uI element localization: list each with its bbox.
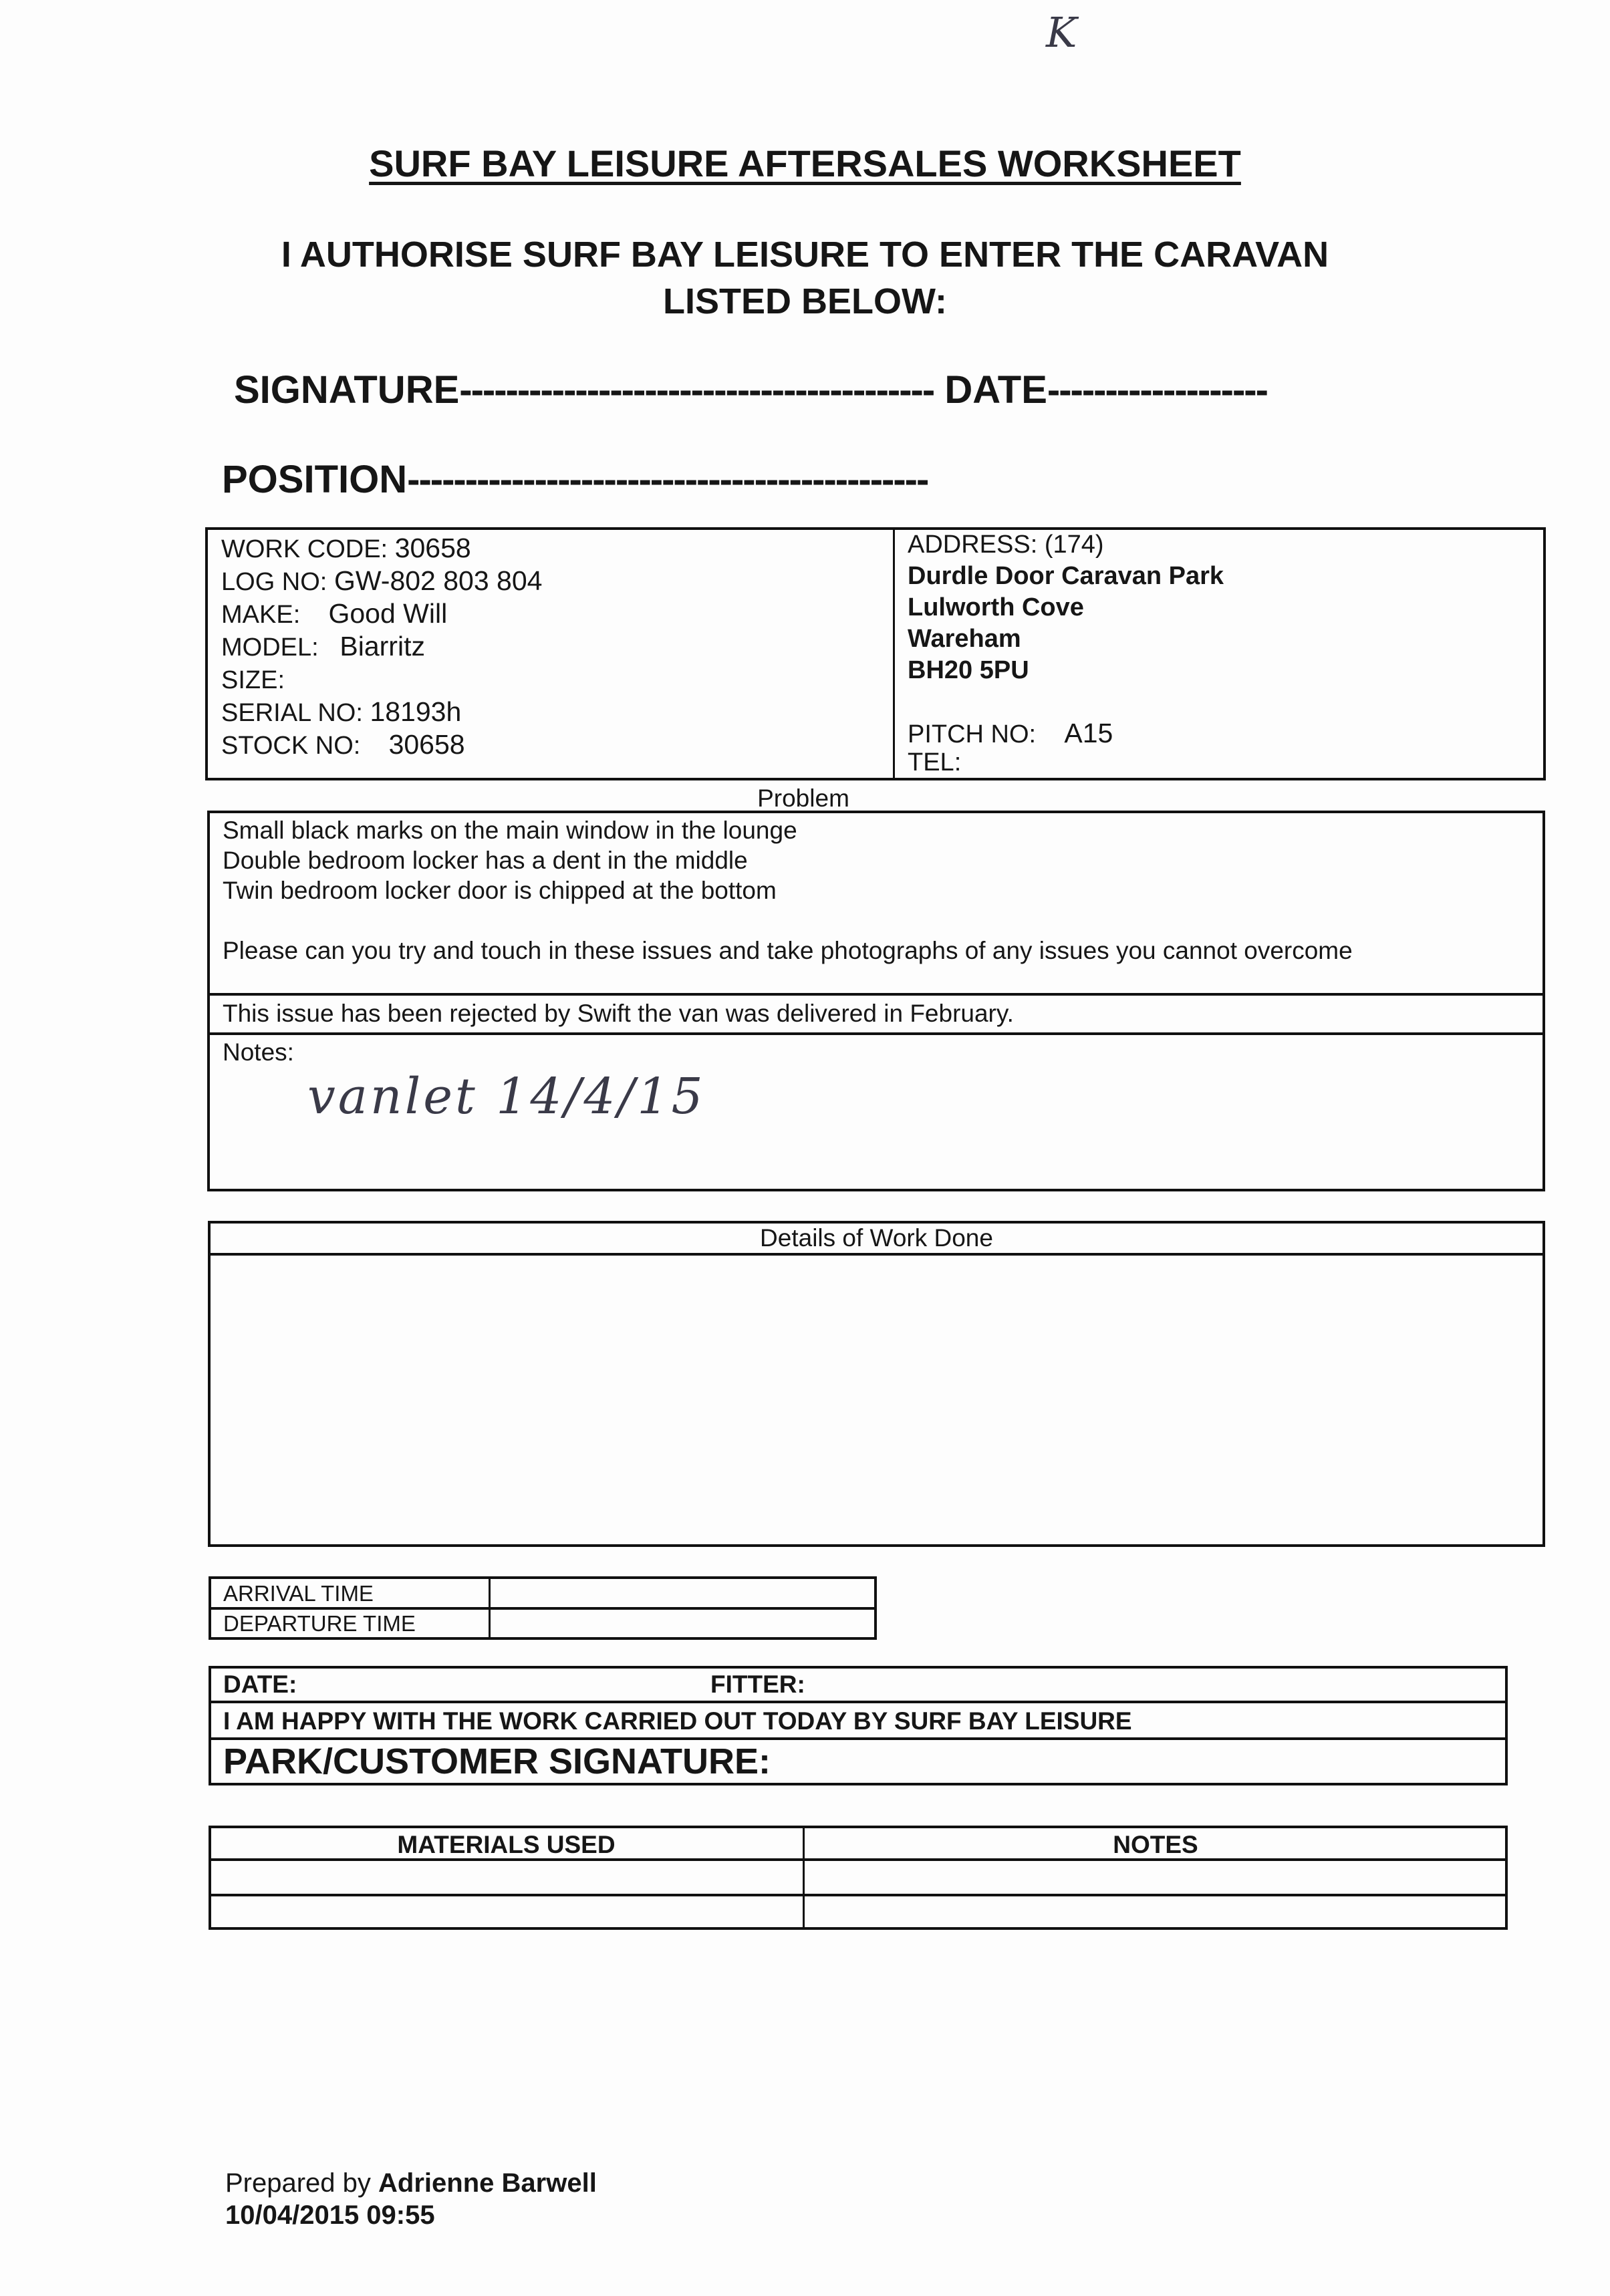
notes-label: Notes:	[223, 1038, 294, 1066]
position-line[interactable]	[222, 457, 928, 502]
caravan-details	[221, 533, 542, 762]
rejection-divider	[209, 1032, 1544, 1035]
signature-label: SIGNATURE	[234, 368, 460, 412]
work-done-divider	[209, 1253, 1544, 1256]
address-line: Lulworth Cove	[908, 593, 1084, 621]
work-done-heading: Details of Work Done	[760, 1224, 993, 1252]
times-col-divider	[489, 1578, 491, 1638]
materials-cell[interactable]	[214, 1898, 799, 1926]
stock-no-value: 30658	[388, 729, 465, 760]
make-value: Good Will	[328, 598, 448, 629]
signoff-divider-2	[210, 1737, 1506, 1740]
serial-no-field: SERIAL NO: 18193h	[221, 696, 462, 727]
arrival-time-label: ARRIVAL TIME	[223, 1581, 374, 1606]
prepared-by	[225, 2167, 597, 2199]
authorisation-statement	[0, 231, 1610, 325]
materials-notes-header: NOTES	[1113, 1831, 1198, 1858]
log-no-field: LOG NO: GW-802 803 804	[221, 565, 543, 596]
prepared-timestamp: 10/04/2015 09:55	[225, 2200, 435, 2230]
authorisation-line-1: I AUTHORISE SURF BAY LEISURE TO ENTER THE CARAVAN	[281, 235, 1329, 275]
problem-divider	[209, 993, 1544, 996]
position-label: POSITION	[222, 458, 408, 501]
problem-list	[223, 815, 1353, 966]
problem-request: Please can you try and touch in these issues and take photographs of any issues you cannot overcome	[223, 937, 1353, 964]
address-line: BH20 5PU	[908, 656, 1029, 684]
address-header: ADDRESS: (174)	[908, 531, 1104, 559]
customer-signature-label: PARK/CUSTOMER SIGNATURE:	[223, 1741, 771, 1781]
signature-dashes: -----------------------------------------	[459, 368, 934, 412]
pitch-no-value: A15	[1064, 718, 1113, 748]
handwritten-corner-mark: K	[1046, 8, 1077, 57]
signoff-divider-1	[210, 1701, 1506, 1703]
prepared-by-label: Prepared by	[225, 2168, 371, 2198]
info-box-divider	[893, 529, 895, 779]
stock-no-field: STOCK NO: 30658	[221, 729, 465, 760]
problem-item: Twin bedroom locker door is chipped at the bottom	[223, 877, 777, 904]
materials-notes-cell[interactable]	[809, 1898, 1504, 1926]
materials-cell[interactable]	[214, 1862, 799, 1890]
arrival-time-value[interactable]	[495, 1579, 872, 1606]
authorisation-signature-line[interactable]	[234, 368, 1267, 412]
address-code: (174)	[1044, 531, 1104, 559]
address-line: Wareham	[908, 625, 1021, 653]
work-code-value: 30658	[394, 533, 471, 563]
problem-item: Double bedroom locker has a dent in the middle	[223, 847, 748, 874]
authorisation-line-2: LISTED BELOW:	[663, 281, 947, 321]
prepared-by-name: Adrienne Barwell	[378, 2168, 597, 2198]
signoff-date-label: DATE:	[223, 1671, 297, 1698]
serial-no-value: 18193h	[370, 696, 462, 727]
address-line: Durdle Door Caravan Park	[908, 562, 1224, 590]
make-field: MAKE: Good Will	[221, 598, 448, 629]
tel-field: TEL:	[908, 748, 962, 776]
date-dashes: -------------------	[1047, 368, 1267, 412]
model-field: MODEL: Biarritz	[221, 631, 425, 662]
signoff-fitter-label: FITTER:	[710, 1671, 805, 1698]
date-label: DATE	[944, 368, 1047, 412]
work-done-content[interactable]	[214, 1260, 1537, 1540]
pitch-no-field: PITCH NO: A15	[908, 718, 1113, 748]
model-value: Biarritz	[340, 631, 425, 662]
position-dashes: ---------------------------------------------	[407, 458, 928, 501]
departure-time-value[interactable]	[495, 1609, 872, 1636]
satisfaction-statement: I AM HAPPY WITH THE WORK CARRIED OUT TODAY BY SURF BAY LEISURE	[223, 1707, 1132, 1735]
departure-time-label: DEPARTURE TIME	[223, 1611, 416, 1636]
handwritten-note: vanlet 14/4/15	[307, 1068, 706, 1125]
problem-heading: Problem	[757, 784, 849, 812]
log-no-value: GW-802 803 804	[333, 565, 543, 596]
materials-divider-2	[210, 1894, 1506, 1896]
size-field: SIZE:	[221, 666, 285, 694]
problem-item: Small black marks on the main window in the lounge	[223, 817, 797, 844]
materials-notes-cell[interactable]	[809, 1862, 1504, 1890]
rejection-note: This issue has been rejected by Swift the van was delivered in February.	[223, 1000, 1014, 1027]
address-block	[908, 529, 1224, 774]
materials-used-header: MATERIALS USED	[397, 1831, 616, 1858]
work-code-field: WORK CODE: 30658	[221, 533, 471, 563]
page-title: SURF BAY LEISURE AFTERSALES WORKSHEET	[369, 142, 1241, 184]
